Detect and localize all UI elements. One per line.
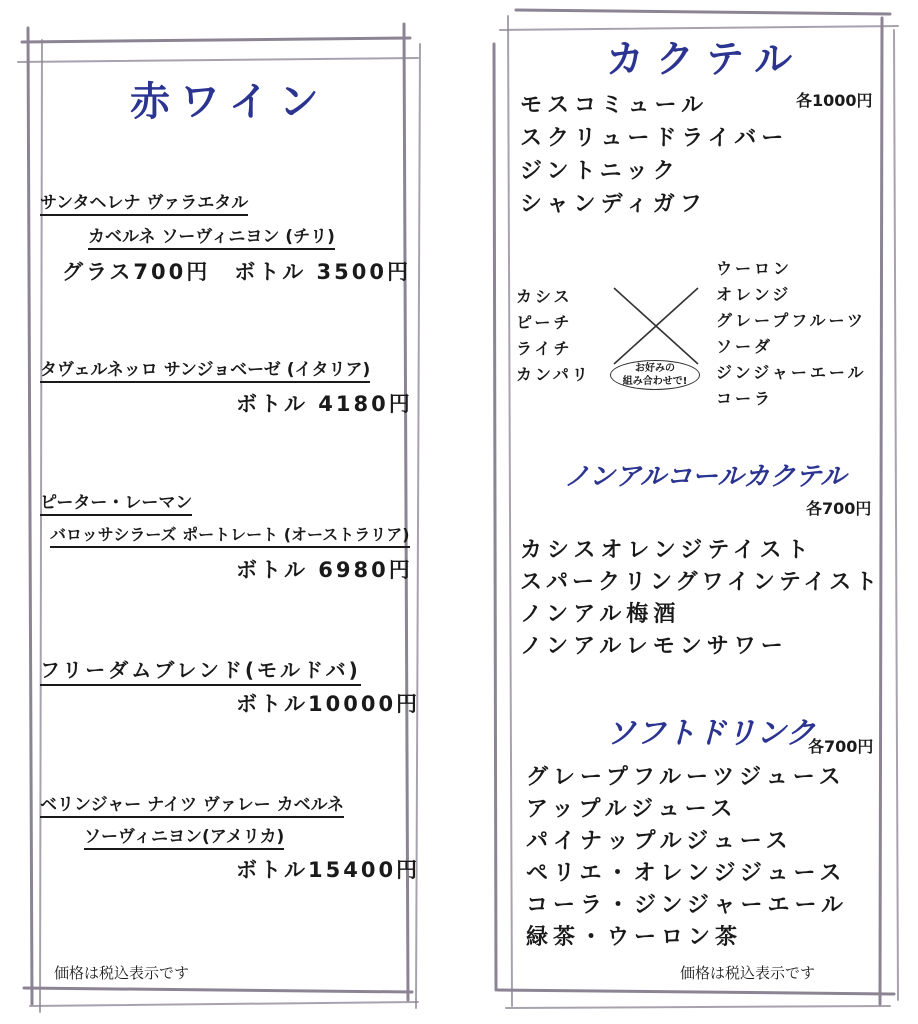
wine-5-name-line-1: ベリンジャー ナイツ ヴァレー カベルネ [40,790,344,818]
soft-drink-price-each: 各700円 [808,737,874,756]
wine-3-name-line-1: ピーター・レーマン [40,488,192,516]
soft-drink-item: パイナップルジュース [526,829,793,854]
soft-drink-item: グレープフルーツジュース [526,765,846,790]
red-wine-panel [0,0,440,1024]
non-alcohol-item: ノンアルレモンサワー [520,634,788,659]
wine-2-price: ボトル 4180円 [236,392,413,416]
mixer-option: オレンジ [716,285,792,304]
wine-5-price: ボトル15400円 [236,858,421,882]
mixer-option: ウーロン [716,259,793,278]
tax-note-right: 価格は税込表示です [680,964,816,982]
soft-drink-item: コーラ・ジンジャーエール [526,893,849,918]
wine-3-name-line-2: バロッサシラーズ ポートレート (オーストラリア) [50,522,410,548]
non-alcohol-item: スパークリングワインテイスト [520,570,882,595]
non-alcohol-title: ノンアルコールカクテル [564,462,847,492]
combination-badge-line-1: お好みの [635,363,675,374]
cocktail-title: カクテル [606,36,805,81]
base-option: カンパリ [516,365,591,384]
cocktail-item: モスコミュール [520,93,709,118]
cocktail-item: スクリュードライバー [520,126,789,151]
combination-badge [610,360,700,390]
drinks-panel [478,0,918,1024]
mixer-option: コーラ [716,389,774,408]
soft-drink-item: アップルジュース [526,797,738,822]
mixer-option: ソーダ [716,337,774,356]
cocktail-item: ジントニック [520,159,680,184]
wine-1-name-line-2: カベルネ ソーヴィニヨン (チリ) [88,222,335,250]
wine-4-price: ボトル10000円 [236,692,421,716]
base-option: カシス [516,287,573,306]
non-alcohol-price-each: 各700円 [806,499,872,518]
wine-3-price: ボトル 6980円 [236,558,413,582]
wine-5-name-line-2: ソーヴィニヨン(アメリカ) [84,822,284,850]
red-wine-title: 赤ワイン [130,78,329,125]
wine-1-price: グラス700円 ボトル 3500円 [62,260,411,284]
soft-drink-item: 緑茶・ウーロン茶 [526,925,743,950]
base-option: ピーチ [516,313,573,332]
cocktail-price-each: 各1000円 [796,91,873,110]
tax-note-left: 価格は税込表示です [54,964,190,982]
wine-2-name-line-1: タヴェルネッロ サンジョベーゼ (イタリア) [40,355,370,383]
base-option: ライチ [516,339,573,358]
mixer-option: グレープフルーツ [716,311,866,330]
soft-drink-title: ソフトドリンク [606,716,816,751]
wine-1-name-line-1: サンタヘレナ ヴァラエタル [40,188,248,216]
combination-badge-line-2: 組み合わせで! [622,376,688,387]
wine-4-name-line-1: フリーダムブレンド(モルドバ) [40,654,361,686]
non-alcohol-item: カシスオレンジテイスト [520,538,814,563]
mixer-option: ジンジャーエール [716,363,867,382]
soft-drink-item: ペリエ・オレンジジュース [526,861,847,886]
cocktail-item: シャンディガフ [520,192,707,217]
non-alcohol-item: ノンアル梅酒 [520,602,681,627]
